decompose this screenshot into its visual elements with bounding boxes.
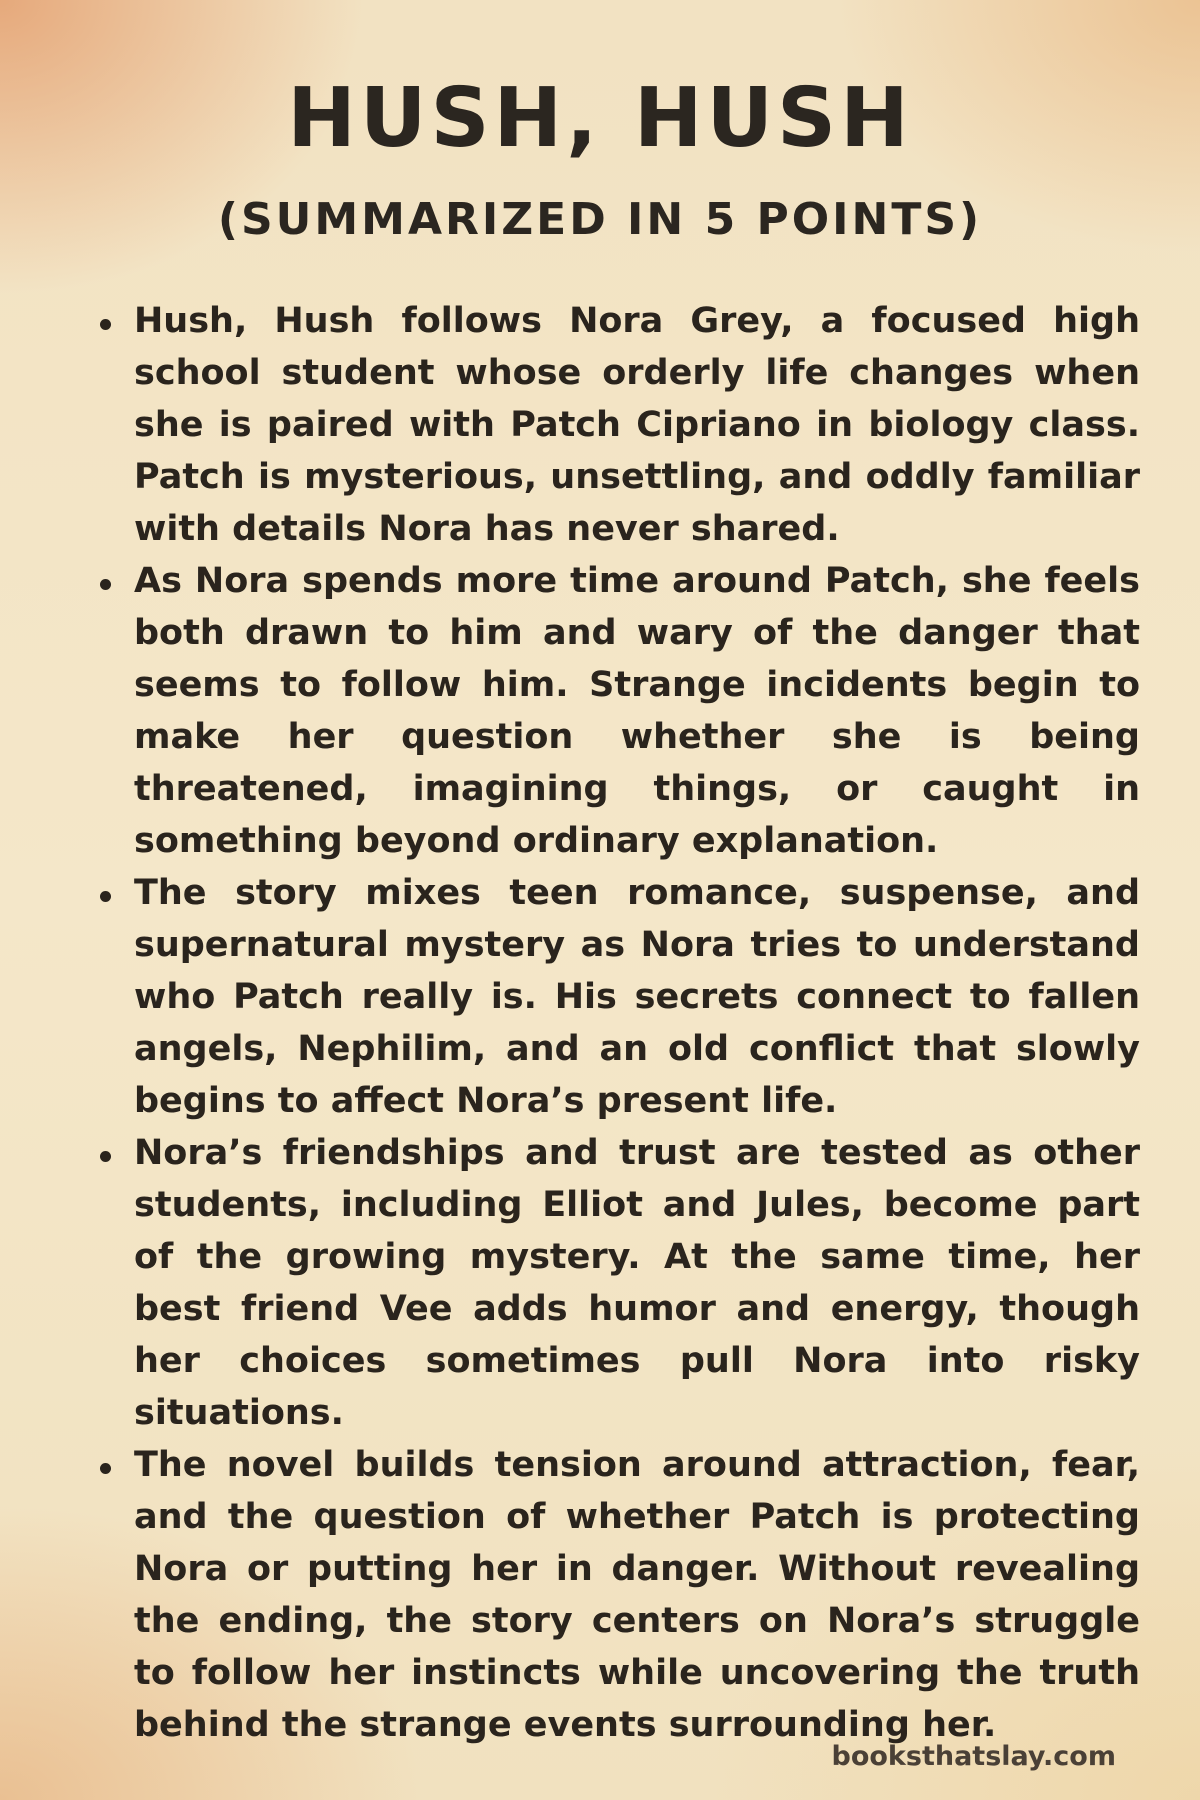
summary-point <box>90 1439 1140 1751</box>
summary-point <box>90 867 1140 1127</box>
summary-point <box>90 295 1140 555</box>
summary-points-list <box>90 295 1140 1751</box>
bullet-icon <box>100 1151 111 1162</box>
summary-point-text: Hush, Hush follows Nora Grey, a focused high school student whose orderly life changes when she is paired with Patch Cipriano in biology class. Patch is mysterious, unsettling, and oddly familiar with details Nora has never shared. <box>134 301 1140 549</box>
summary-point <box>90 1127 1140 1439</box>
page-title: HUSH, HUSH <box>287 71 913 166</box>
bullet-icon <box>100 319 111 330</box>
summary-point-text: The novel builds tension around attraction, fear, and the question of whether Patch is protecting Nora or putting her in danger. Without revealing the ending, the story centers on Nora’s struggle to follow her instincts while uncovering the truth behind the strange events surrounding her. <box>134 1445 1140 1745</box>
summary-point-text: Nora’s friendships and trust are tested as other students, including Elliot and Jules, become part of the growing mystery. At the same time, her best friend Vee adds humor and energy, though her choices sometimes pull Nora into risky situations. <box>134 1133 1140 1433</box>
website-credit: booksthatslay.com <box>831 1741 1116 1772</box>
summary-point <box>90 555 1140 867</box>
summary-point-text: As Nora spends more time around Patch, she feels both drawn to him and wary of the danger that seems to follow him. Strange incidents begin to make her question whether she is being threatened, imagining things, or caught in something beyond ordinary explanation. <box>134 561 1140 861</box>
summary-point-text: The story mixes teen romance, suspense, and supernatural mystery as Nora tries to understand who Patch really is. His secrets connect to fallen angels, Nephilim, and an old conflict that slowly begins to affect Nora’s present life. <box>134 873 1140 1121</box>
bullet-icon <box>100 579 111 590</box>
bullet-icon <box>100 891 111 902</box>
page-subtitle: (SUMMARIZED IN 5 POINTS) <box>217 194 983 245</box>
bullet-icon <box>100 1463 111 1474</box>
